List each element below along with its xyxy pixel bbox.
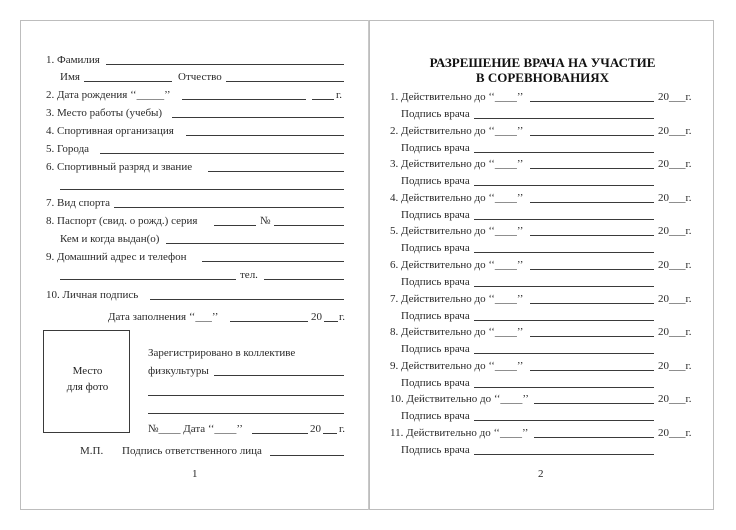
reg-suffix: г.: [339, 423, 346, 435]
doctor-signature-line: [474, 387, 654, 388]
permission-year: 20___г.: [658, 192, 692, 204]
right-page-title-line1: РАЗРЕШЕНИЕ ВРАЧА НА УЧАСТИЕ: [429, 55, 656, 70]
address-line: [202, 261, 344, 262]
permission-year: 20___г.: [658, 125, 692, 137]
permission-year: 20___г.: [658, 225, 692, 237]
permission-date-line: [530, 269, 654, 270]
rank-line-2: [60, 189, 344, 190]
sport-line: [114, 207, 344, 208]
sport-label: 7. Вид спорта: [46, 197, 111, 209]
surname-label: 1. Фамилия: [46, 54, 100, 66]
doctor-signature-label: Подпись врача: [401, 276, 470, 288]
permission-date-line: [530, 235, 654, 236]
permission-entry-label: 1. Действительно до ‘‘____’’: [390, 91, 524, 103]
issued-line: [166, 243, 344, 244]
permission-entry-label: 4. Действительно до ‘‘____’’: [390, 192, 524, 204]
passport-label: 8. Паспорт (свид. о рожд.) серия: [46, 215, 198, 227]
patronymic-label: Отчество: [178, 71, 222, 83]
photo-label-line2: для фото: [66, 381, 109, 393]
org-label: 4. Спортивная организация: [46, 125, 174, 137]
registered-label-2: физкультуры: [148, 365, 209, 377]
photo-label-line1: Место: [72, 365, 103, 377]
doctor-signature-label: Подпись врача: [401, 209, 470, 221]
passport-number-label: №: [260, 215, 271, 227]
doctor-signature-line: [474, 185, 654, 186]
doctor-signature-line: [474, 320, 654, 321]
permission-entry-label: 6. Действительно до ‘‘____’’: [390, 259, 524, 271]
doctor-signature-line: [474, 252, 654, 253]
org-line: [186, 135, 344, 136]
city-label: 5. Города: [46, 143, 90, 155]
date-filled-century: 20: [311, 311, 322, 323]
doctor-signature-label: Подпись врача: [401, 410, 470, 422]
permission-year: 20___г.: [658, 393, 692, 405]
registered-line: [214, 375, 344, 376]
date-filled-label: Дата заполнения ‘‘___’’: [108, 311, 219, 323]
permission-entry-label: 11. Действительно до ‘‘____’’: [390, 427, 529, 439]
right-page-title-line2: В СОРЕВНОВАНИЯХ: [475, 70, 610, 85]
permission-entry-label: 10. Действительно до ‘‘____’’: [390, 393, 529, 405]
doctor-signature-label: Подпись врача: [401, 377, 470, 389]
name-line: [84, 81, 172, 82]
permission-year: 20___г.: [658, 427, 692, 439]
registered-line-3: [148, 413, 344, 414]
page-number-right: 2: [538, 468, 544, 480]
city-line: [100, 153, 344, 154]
permission-date-line: [530, 135, 654, 136]
doctor-signature-line: [474, 286, 654, 287]
doctor-signature-label: Подпись врача: [401, 175, 470, 187]
birth-date-label: 2. Дата рождения ‘‘_____’’: [46, 89, 171, 101]
permission-year: 20___г.: [658, 91, 692, 103]
doctor-signature-line: [474, 454, 654, 455]
issued-label: Кем и когда выдан(о): [60, 233, 160, 245]
doctor-signature-line: [474, 219, 654, 220]
date-filled-line: [230, 321, 308, 322]
permission-date-line: [530, 101, 654, 102]
doctor-signature-line: [474, 420, 654, 421]
permission-entry-label: 3. Действительно до ‘‘____’’: [390, 158, 524, 170]
permission-entry-label: 7. Действительно до ‘‘____’’: [390, 293, 524, 305]
doctor-signature-label: Подпись врача: [401, 310, 470, 322]
rank-line: [208, 171, 344, 172]
permission-entry-label: 8. Действительно до ‘‘____’’: [390, 326, 524, 338]
doctor-signature-label: Подпись врача: [401, 242, 470, 254]
doctor-signature-line: [474, 118, 654, 119]
reg-century: 20: [310, 423, 321, 435]
tel-line: [264, 279, 344, 280]
permission-date-line: [534, 403, 654, 404]
reg-number-date: №____ Дата ‘‘____’’: [148, 423, 243, 435]
registered-label: Зарегистрировано в коллективе: [148, 347, 296, 359]
reg-year-line: [323, 433, 337, 434]
permission-date-line: [530, 168, 654, 169]
permission-entry-label: 5. Действительно до ‘‘____’’: [390, 225, 524, 237]
page-number-left: 1: [192, 468, 198, 480]
passport-number-line: [274, 225, 344, 226]
permission-year: 20___г.: [658, 259, 692, 271]
doctor-signature-label: Подпись врача: [401, 444, 470, 456]
rank-label: 6. Спортивный разряд и звание: [46, 161, 193, 173]
tel-label: тел.: [240, 269, 258, 281]
address-label: 9. Домашний адрес и телефон: [46, 251, 187, 263]
registered-line-2: [148, 395, 344, 396]
passport-series-line: [214, 225, 256, 226]
birth-year-line: [312, 99, 334, 100]
name-label: Имя: [60, 71, 80, 83]
responsible-signature-line: [270, 455, 344, 456]
permission-date-line: [530, 202, 654, 203]
birth-year-suffix: г.: [336, 89, 343, 101]
doctor-signature-line: [474, 152, 654, 153]
date-filled-year-line: [324, 321, 338, 322]
permission-year: 20___г.: [658, 293, 692, 305]
date-filled-suffix: г.: [339, 311, 346, 323]
permission-entry-label: 9. Действительно до ‘‘____’’: [390, 360, 524, 372]
doctor-signature-label: Подпись врача: [401, 343, 470, 355]
surname-line: [106, 64, 344, 65]
permission-date-line: [530, 370, 654, 371]
permission-date-line: [530, 336, 654, 337]
permission-year: 20___г.: [658, 158, 692, 170]
signature-label: 10. Личная подпись: [46, 289, 139, 301]
permission-date-line: [530, 303, 654, 304]
permission-year: 20___г.: [658, 326, 692, 338]
signature-line: [150, 299, 344, 300]
birth-date-line: [182, 99, 306, 100]
photo-placeholder: [43, 330, 130, 433]
patronymic-line: [226, 81, 344, 82]
doctor-signature-label: Подпись врача: [401, 142, 470, 154]
permission-year: 20___г.: [658, 360, 692, 372]
address-line-2: [60, 279, 236, 280]
stamp-label: М.П.: [80, 445, 104, 457]
doctor-signature-label: Подпись врача: [401, 108, 470, 120]
responsible-signature-label: Подпись ответственного лица: [122, 445, 262, 457]
work-line: [172, 117, 344, 118]
reg-date-line: [252, 433, 308, 434]
work-label: 3. Место работы (учебы): [46, 107, 163, 119]
permission-date-line: [534, 437, 654, 438]
permission-entry-label: 2. Действительно до ‘‘____’’: [390, 125, 524, 137]
doctor-signature-line: [474, 353, 654, 354]
